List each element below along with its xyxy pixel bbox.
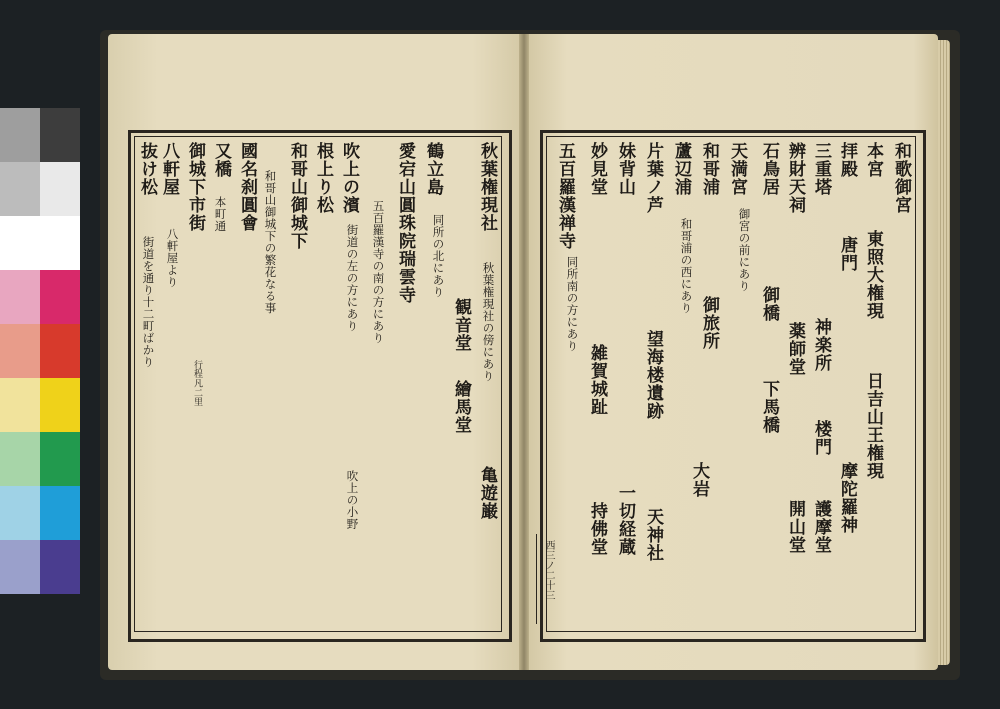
heading-saikajo: 雑賀城趾 bbox=[587, 344, 607, 416]
color-patch bbox=[0, 486, 40, 540]
heading-torii: 石鳥居 bbox=[759, 142, 779, 196]
heading-atagoyama: 愛宕山圓珠院瑞雲寺 bbox=[395, 142, 415, 304]
heading-matahashi: 又橋 bbox=[211, 142, 231, 178]
heading-kaisando: 開山堂 bbox=[785, 500, 805, 554]
note-tsurutatsu: 同所の北にあり bbox=[431, 214, 446, 298]
color-patch bbox=[0, 108, 40, 162]
heading-machi: 御城下市街 bbox=[185, 142, 205, 232]
heading-gohyakurakan: 五百羅漢禅寺 bbox=[555, 142, 575, 250]
color-patch bbox=[40, 324, 80, 378]
note-kaido: 街道の左の方にあり bbox=[345, 224, 360, 332]
heading-tenmangu: 天満宮 bbox=[727, 142, 747, 196]
heading-gomado: 護摩堂 bbox=[811, 500, 831, 554]
heading-honguu: 本宮 bbox=[863, 142, 883, 178]
heading-matarajin: 摩陀羅神 bbox=[837, 462, 857, 534]
color-patch bbox=[0, 162, 40, 216]
right-page-title: 和歌御宮 bbox=[891, 142, 911, 214]
heading-tsurutatsu: 鶴立島 bbox=[423, 142, 443, 196]
folio-number: 西三ノ二十三 bbox=[536, 534, 557, 624]
heading-imoseyama: 妹背山 bbox=[615, 142, 635, 196]
note-rakanji: 五百羅漢寺の南の方にあり bbox=[371, 200, 386, 344]
heading-meisatsu: 國名刹圓會 bbox=[237, 142, 257, 232]
heading-katahanoashi: 片葉ノ芦 bbox=[643, 142, 663, 214]
heading-emado: 繪馬堂 bbox=[451, 380, 471, 434]
heading-fukiage: 吹上の濱 bbox=[339, 142, 359, 214]
heading-yakushido: 薬師堂 bbox=[785, 322, 805, 376]
heading-benzaiten: 辨財天祠 bbox=[785, 142, 805, 214]
heading-hachikenya: 八軒屋 bbox=[159, 142, 179, 196]
color-patch bbox=[40, 270, 80, 324]
heading-mihashi: 御橋 bbox=[759, 286, 779, 322]
heading-neagarimatsu: 根上り松 bbox=[313, 142, 333, 214]
color-patch bbox=[0, 432, 40, 486]
heading-sanjuto: 三重塔 bbox=[811, 142, 831, 196]
heading-wakaura: 和哥浦 bbox=[699, 142, 719, 196]
heading-toshogu: 東照大権現 bbox=[863, 230, 883, 320]
page-edges bbox=[938, 40, 950, 665]
color-patch bbox=[0, 540, 40, 594]
note-ashibeura: 和哥浦の西にあり bbox=[679, 218, 694, 314]
heading-akiba: 秋葉権現社 bbox=[477, 142, 497, 232]
note-tenmangu: 御宮の前にあり bbox=[737, 208, 752, 292]
color-patch bbox=[40, 432, 80, 486]
note-kaido-route: 街道を通り十二町ばかり bbox=[141, 236, 156, 368]
heading-kaguraden: 神楽所 bbox=[811, 318, 831, 372]
color-patch bbox=[0, 324, 40, 378]
heading-kiyugan: 亀遊巌 bbox=[477, 466, 497, 520]
heading-hiyoshi: 日吉山王権現 bbox=[863, 372, 883, 480]
color-patch bbox=[40, 486, 80, 540]
heading-oiwa: 大岩 bbox=[689, 462, 709, 498]
heading-jibutsudo: 持佛堂 bbox=[587, 502, 607, 556]
color-patch bbox=[40, 540, 80, 594]
color-patch bbox=[0, 216, 80, 270]
heading-ashibeura: 蘆辺浦 bbox=[671, 142, 691, 196]
heading-nukematsu: 抜け松 bbox=[137, 142, 157, 196]
color-patch bbox=[40, 162, 80, 216]
heading-romon: 楼門 bbox=[811, 420, 831, 456]
heading-tenjinsha: 天神社 bbox=[643, 508, 663, 562]
book-gutter bbox=[519, 34, 529, 670]
heading-bokairo: 望海楼遺跡 bbox=[643, 330, 663, 420]
heading-otabisho: 御旅所 bbox=[699, 296, 719, 350]
note-distance: 行程凡二里 bbox=[192, 360, 202, 407]
heading-karamon: 唐門 bbox=[837, 236, 857, 272]
heading-myokendo: 妙見堂 bbox=[587, 142, 607, 196]
heading-gebashi: 下馬橋 bbox=[759, 380, 779, 434]
note-honmachi: 本町通 bbox=[213, 196, 228, 232]
color-patch bbox=[0, 270, 40, 324]
heading-kannondo: 観音堂 bbox=[451, 298, 471, 352]
note-akiba: 秋葉権現社の傍にあり bbox=[481, 262, 496, 382]
color-patch bbox=[40, 108, 80, 162]
color-patch bbox=[40, 378, 80, 432]
color-patch bbox=[0, 378, 40, 432]
note-castle: 和哥山御城下の繁花なる事 bbox=[263, 170, 278, 314]
heading-haiden: 拝殿 bbox=[837, 142, 857, 178]
note-hachikenya: 八軒屋より bbox=[165, 228, 180, 288]
note-rakan: 同所南の方にあり bbox=[565, 256, 580, 352]
heading-wakayama-castle: 和哥山御城下 bbox=[287, 142, 307, 250]
note-fukiage: 吹上の小野 bbox=[345, 470, 360, 530]
heading-issaikyozo: 一切経蔵 bbox=[615, 484, 635, 556]
